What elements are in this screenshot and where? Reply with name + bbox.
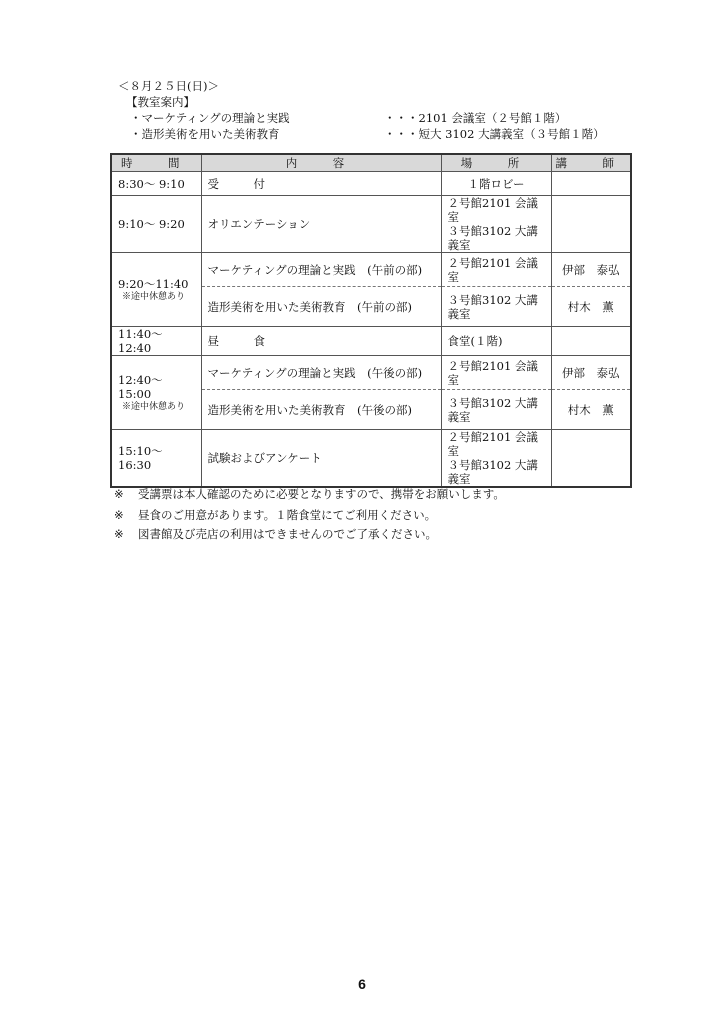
header-instructor: 講 師 xyxy=(551,154,631,172)
row-content: マーケティングの理論と実践 (午後の部) xyxy=(201,356,441,390)
row-content: 造形美術を用いた美術教育 (午前の部) xyxy=(201,287,441,327)
note-mark: ※ xyxy=(114,527,124,541)
row-instructor: 伊部 泰弘 xyxy=(551,356,631,390)
row-instructor xyxy=(551,172,631,196)
row-place: １階ロビー xyxy=(441,172,551,196)
row-place: ２号館2101 会議室 xyxy=(441,356,551,390)
note-item xyxy=(114,487,505,502)
note-item xyxy=(114,508,436,523)
header-time: 時 間 xyxy=(111,154,201,172)
row-place xyxy=(441,430,551,488)
place-line: ３号館3102 大講義室 xyxy=(447,224,538,252)
table-row xyxy=(111,196,631,253)
page-number: 6 xyxy=(358,976,366,992)
row-place xyxy=(441,196,551,253)
time-range: 12:40～15:00 xyxy=(118,372,163,401)
note-item xyxy=(114,527,437,542)
row-instructor: 村木 薫 xyxy=(551,390,631,430)
row-place: 食堂(１階) xyxy=(441,327,551,356)
row-time: 11:40～12:40 xyxy=(111,327,201,356)
row-content: オリエンテーション xyxy=(201,196,441,253)
row-instructor xyxy=(551,430,631,488)
row-time: 15:10～16:30 xyxy=(111,430,201,488)
note-mark: ※ xyxy=(114,487,124,501)
row-content: マーケティングの理論と実践 (午前の部) xyxy=(201,253,441,287)
note-mark: ※ xyxy=(114,508,124,522)
row-place: ２号館2101 会議室 xyxy=(441,253,551,287)
table-row xyxy=(111,327,631,356)
break-note: ※途中休憩あり xyxy=(122,291,186,302)
note-text: 昼食のご用意があります。１階食堂にてご利用ください。 xyxy=(138,508,437,522)
note-text: 受講票は本人確認のために必要となりますので、携帯をお願いします。 xyxy=(138,487,505,501)
row-instructor xyxy=(551,196,631,253)
row-instructor: 伊部 泰弘 xyxy=(551,253,631,287)
place-line: ２号館2101 会議室 xyxy=(447,196,538,224)
row-time xyxy=(111,356,201,430)
row-instructor xyxy=(551,327,631,356)
table-row xyxy=(111,430,631,488)
time-range: 9:20～11:40 xyxy=(118,276,189,291)
note-text: 図書館及び売店の利用はできませんのでご了承ください。 xyxy=(138,527,437,541)
room-course-1: ・マーケティングの理論と実践 xyxy=(130,111,290,125)
table-row xyxy=(111,356,631,390)
schedule-date: ＜８月２５日(日)＞ xyxy=(118,79,219,93)
row-time: 9:10～ 9:20 xyxy=(111,196,201,253)
row-place: ３号館3102 大講義室 xyxy=(441,287,551,327)
section-title: 【教室案内】 xyxy=(126,95,195,109)
row-time: 8:30～ 9:10 xyxy=(111,172,201,196)
header-content: 内 容 xyxy=(201,154,441,172)
place-line: ３号館3102 大講義室 xyxy=(447,458,538,486)
break-note: ※途中休憩あり xyxy=(122,401,186,412)
room-course-2: ・造形美術を用いた美術教育 xyxy=(130,127,280,141)
row-instructor: 村木 薫 xyxy=(551,287,631,327)
row-content: 試験およびアンケート xyxy=(201,430,441,488)
table-row xyxy=(111,172,631,196)
table-header-row xyxy=(111,154,631,172)
place-line: ２号館2101 会議室 xyxy=(447,430,538,458)
table-row xyxy=(111,253,631,287)
row-place: ３号館3102 大講義室 xyxy=(441,390,551,430)
room-location-1: ・・・2101 会議室（２号館１階） xyxy=(384,111,567,125)
header-place: 場 所 xyxy=(441,154,551,172)
row-content: 昼 食 xyxy=(201,327,441,356)
row-content: 造形美術を用いた美術教育 (午後の部) xyxy=(201,390,441,430)
room-location-2: ・・・短大 3102 大講義室（３号館１階） xyxy=(384,127,605,141)
row-time xyxy=(111,253,201,327)
schedule-table xyxy=(110,153,632,488)
row-content: 受 付 xyxy=(201,172,441,196)
